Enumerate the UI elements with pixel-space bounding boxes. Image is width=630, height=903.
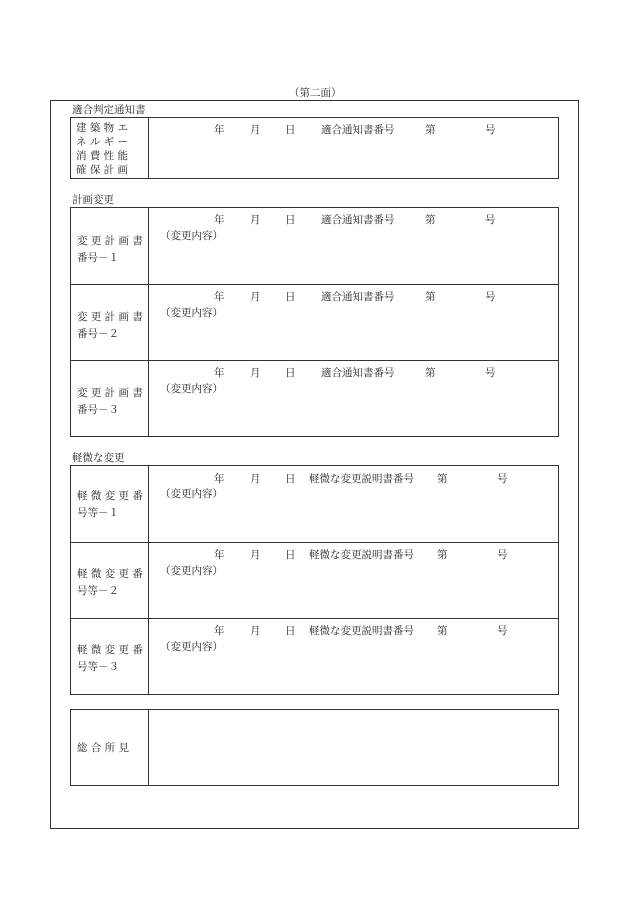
keibi-table [70,465,559,695]
tekigo-month-label: 月 [250,124,261,136]
keibi-row-2-content-label: （変更内容） [160,565,223,577]
keibi-row-1-dai: 第 [437,473,448,485]
keibi-divider [148,465,149,695]
keikaku-row-1-month: 月 [250,214,261,226]
keibi-heading: 軽微な変更 [72,452,125,464]
keikaku-row-3-dai: 第 [425,367,436,379]
keikaku-row-2-number-label: 適合通知書番号 [321,291,395,303]
keibi-row-3-dai: 第 [437,625,448,637]
sogo-table [70,709,559,786]
keibi-row-1-number-label: 軽微な変更説明書番号 [309,473,414,485]
tekigo-label: 建 築 物 エ ネ ル ギ ー 消 費 性 能 確 保 計 画 [76,122,129,176]
sogo-label: 総 合 所 見 [77,742,130,754]
keikaku-row-separator-2 [70,360,559,361]
keikaku-row-1-dai: 第 [425,214,436,226]
tekigo-divider [148,117,149,179]
keikaku-row-1-year: 年 [214,214,225,226]
keibi-row-1-day: 日 [285,473,296,485]
keikaku-row-2-day: 日 [285,291,296,303]
keibi-row-2-go: 号 [497,549,508,561]
tekigo-day-label: 日 [285,124,296,136]
keikaku-row-3-content-label: （変更内容） [160,383,223,395]
keikaku-row-2-go: 号 [485,291,496,303]
keibi-row-3-go: 号 [497,625,508,637]
keibi-row-3-content-label: （変更内容） [160,641,223,653]
keibi-row-1-month: 月 [250,473,261,485]
sogo-divider [148,709,149,786]
keikaku-row-3-number-label: 適合通知書番号 [321,367,395,379]
keikaku-row-1-go: 号 [485,214,496,226]
keikaku-row-3-day: 日 [285,367,296,379]
tekigo-heading: 適合判定通知書 [72,104,146,116]
keibi-row-separator-2 [70,618,559,619]
keibi-row-3-year: 年 [214,625,225,637]
keibi-row-3-day: 日 [285,625,296,637]
keikaku-row-2-month: 月 [250,291,261,303]
keikaku-row-2-dai: 第 [425,291,436,303]
keibi-row-2-day: 日 [285,549,296,561]
keikaku-heading: 計画変更 [72,194,114,206]
keibi-row-1-label: 軽 微 変 更 番 号等－１ [77,490,143,519]
keibi-row-2-year: 年 [214,549,225,561]
keikaku-row-3-month: 月 [250,367,261,379]
keibi-row-separator-1 [70,542,559,543]
tekigo-year-label: 年 [214,124,225,136]
keibi-row-1-go: 号 [497,473,508,485]
keibi-row-2-number-label: 軽微な変更説明書番号 [309,549,414,561]
keikaku-row-3-go: 号 [485,367,496,379]
keikaku-row-2-year: 年 [214,291,225,303]
tekigo-go: 号 [485,124,496,136]
keikaku-row-3-label: 変 更 計 画 書 番号－３ [77,387,143,416]
keikaku-row-1-content-label: （変更内容） [160,230,223,242]
keibi-row-3-month: 月 [250,625,261,637]
keibi-row-3-number-label: 軽微な変更説明書番号 [309,625,414,637]
keikaku-row-1-day: 日 [285,214,296,226]
keibi-row-2-dai: 第 [437,549,448,561]
tekigo-number-label: 適合通知書番号 [321,124,395,136]
keikaku-row-2-content-label: （変更内容） [160,307,223,319]
keibi-row-1-year: 年 [214,473,225,485]
keikaku-table [70,207,559,437]
tekigo-dai: 第 [425,124,436,136]
keikaku-row-2-label: 変 更 計 画 書 番号－２ [77,311,143,340]
keikaku-divider [148,207,149,437]
keibi-row-2-month: 月 [250,549,261,561]
keibi-row-1-content-label: （変更内容） [160,488,223,500]
keikaku-row-1-number-label: 適合通知書番号 [321,214,395,226]
page-title: （第二面） [289,87,342,99]
keikaku-row-separator-1 [70,284,559,285]
keibi-row-3-label: 軽 微 変 更 番 号等－３ [77,644,143,673]
keikaku-row-3-year: 年 [214,367,225,379]
keikaku-row-1-label: 変 更 計 画 書 番号－１ [77,235,143,264]
keibi-row-2-label: 軽 微 変 更 番 号等－２ [77,568,143,597]
